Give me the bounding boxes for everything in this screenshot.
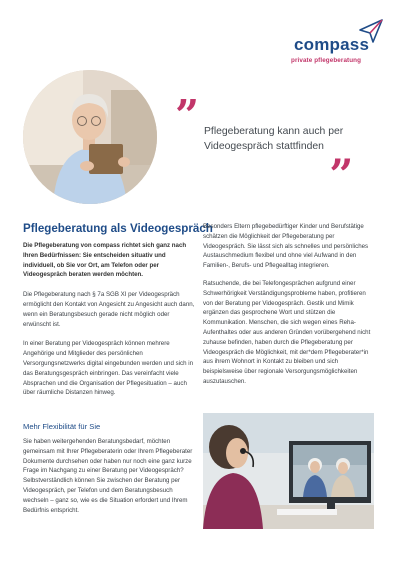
quote-open-mark: ” <box>175 91 200 140</box>
video-call-photo <box>203 413 374 529</box>
pull-quote: Pflegeberatung kann auch per Videogespräch stattfinden <box>204 126 344 152</box>
logo-wordmark: compass <box>294 35 370 54</box>
paragraph: Die Pflegeberatung nach § 7a SGB XI per Videogespräch ermöglicht den Kontakt von Angesicht zu Angesicht auch dann, wenn ein Beratungsbesuch gerade nicht möglich oder erwünscht ist. <box>23 291 195 328</box>
left-column <box>23 241 195 398</box>
paragraph: Sie haben weitergehenden Beratungsbedarf, möchten gemeinsam mit Ihrer Pflegeberaterin oder Ihrem Pflegeberater Dokumente durchsehen oder haben nur noch eine ganz kurze Frage im Nachgang zu einer Beratung per Videogespräch? Selbstverständlich können Sie zwischen der Beratung per Videogespräch, per Telefon und dem Beratungsbesuch wechseln – ganz so, wie es die Situation erfordert und Ihrem Bedürfnis entspricht. <box>23 438 193 514</box>
paragraph: In einer Beratung per Videogespräch können mehrere Angehörige und Mitglieder des persönlichen Versorgungsnetzwerks digital eingebunden werden und sich in das Beratungsgespräch einbringen. Das vereinfacht viele Absprachen und die Organisation der Pflegesituation – auch über räumliche Distanzen hinweg. <box>23 340 194 397</box>
quote-close-mark: „ <box>330 126 355 175</box>
right-column <box>203 222 376 387</box>
logo-tagline: private pflegeberatung <box>291 57 362 64</box>
paragraph: Besonders Eltern pflegebedürftiger Kinder und Berufstätige schätzen die Möglichkeit der Pflegeberatung per Videogespräch. Sie lässt sich als schnelles und persönliches Austauschmedium flexibel und ohne viel Aufwand in den Familien-, Berufs- und Pflegealltag integrieren. <box>203 223 369 270</box>
section-title: Pflegeberatung als Videogespräch <box>23 222 213 235</box>
paragraph: Ratsuchende, die bei Telefongesprächen aufgrund einer Schwerhörigkeit Verständigungsprobleme haben, profitieren von der Beratung per Videogespräch. Gestik und Mimik ergänzen das gesprochene Wort und stützen die Kommunikation. Menschen, die sich wegen eines Reha-Aufenthaltes oder aus anderen Gründen vorübergehend nicht zuhause befinden, haben durch die Pflegeberatung per Videogespräch die Möglichkeit, mit der*dem Pflegeberater*in aus ihrem Wohnort in Kontakt zu bleiben und sich beispielsweise über regionale Versorgungsmöglichkeiten auszutauschen. <box>203 279 371 385</box>
portrait-photo <box>23 70 157 204</box>
lead-paragraph: Die Pflegeberatung von compass richtet sich ganz nach Ihren Bedürfnissen: Sie entscheiden situativ und individuell, ob Sie vor Ort, am Telefon oder per Videogespräch beraten werden möchten. <box>23 242 187 279</box>
subheading: Mehr Flexibilität für Sie <box>23 422 101 431</box>
left-column-bottom <box>23 437 195 515</box>
